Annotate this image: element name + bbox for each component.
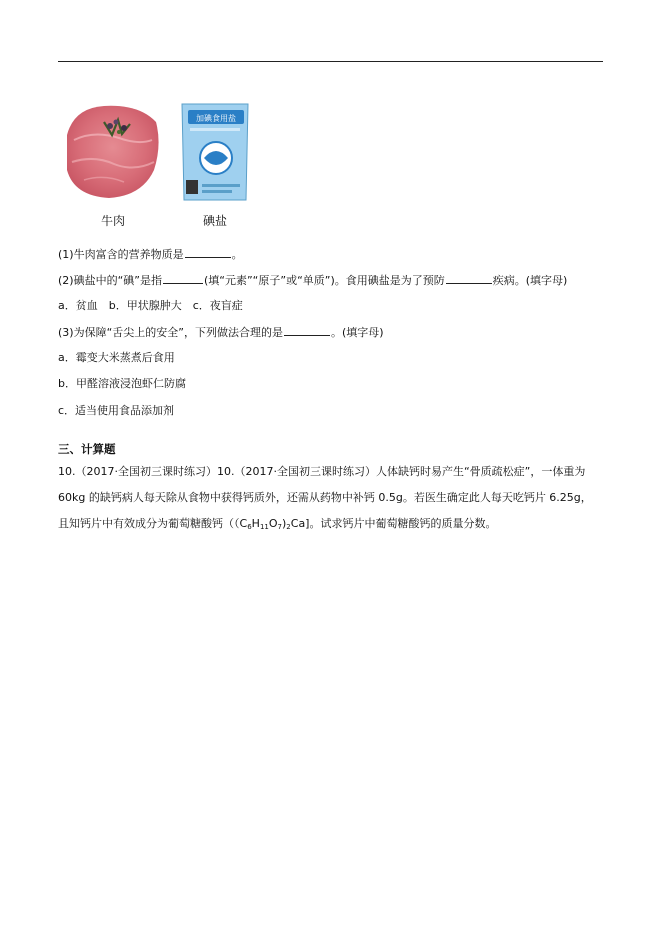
question-3 xyxy=(58,324,384,341)
problem-10-line-1: 10.（2017·全国初三课时练习）10.（2017·全国初三课时练习）人体缺钙时易产生“骨质疏松症”，一体重为 xyxy=(58,465,586,478)
beef-image xyxy=(64,100,162,200)
problem-10-line-3: 且知钙片中有效成分为葡萄糖酸钙$((C_6H_{11}O_7)_2Ca]$。试求钙片中葡萄糖酸钙的质量分数。 xyxy=(58,517,497,531)
q3-text: (3)为保障“舌尖上的安全”，下列做法合理的是 xyxy=(58,326,283,339)
problem-10 xyxy=(58,459,606,540)
q1-text: (1)牛肉富含的营养物质是 xyxy=(58,248,184,261)
q3-answer-blank xyxy=(284,324,330,336)
section-title: 三、计算题 xyxy=(58,442,116,456)
problem-10-line-2: 60kg 的缺钙病人每天除从食物中获得钙质外，还需从药物中补钙 0.5g。若医生确定此人每天吃钙片 6.25g， xyxy=(58,491,592,504)
q3-option-b: b．甲醛溶液浸泡虾仁防腐 xyxy=(58,377,186,390)
iodized-salt-image xyxy=(178,100,252,204)
salt-package-label: 加碘食用盐 xyxy=(196,114,236,123)
question-2 xyxy=(58,272,567,289)
salt-figure xyxy=(178,100,252,228)
q1-answer-blank xyxy=(185,246,231,258)
q3-suffix: 。(填字母) xyxy=(330,326,384,339)
beef-caption: 牛肉 xyxy=(100,214,125,228)
q2-middle-text: (填“元素”“原子”或“单质”)。食用碘盐是为了预防 xyxy=(203,274,445,287)
q2-answer-blank-1 xyxy=(163,272,203,284)
q2-text: (2)碘盐中的“碘”是指 xyxy=(58,274,162,287)
header-rule xyxy=(58,61,603,62)
beef-figure xyxy=(64,100,162,228)
q3-option-a: a．霉变大米蒸煮后食用 xyxy=(58,351,175,364)
q2-options: a．贫血 b．甲状腺肿大 c．夜盲症 xyxy=(58,299,243,312)
question-1 xyxy=(58,246,243,263)
q3-option-c: c．适当使用食品添加剂 xyxy=(58,404,175,417)
q2-answer-blank-2 xyxy=(446,272,492,284)
q2-suffix: 疾病。(填字母) xyxy=(492,274,568,287)
salt-caption: 碘盐 xyxy=(202,214,227,228)
q1-suffix: 。 xyxy=(231,248,243,261)
